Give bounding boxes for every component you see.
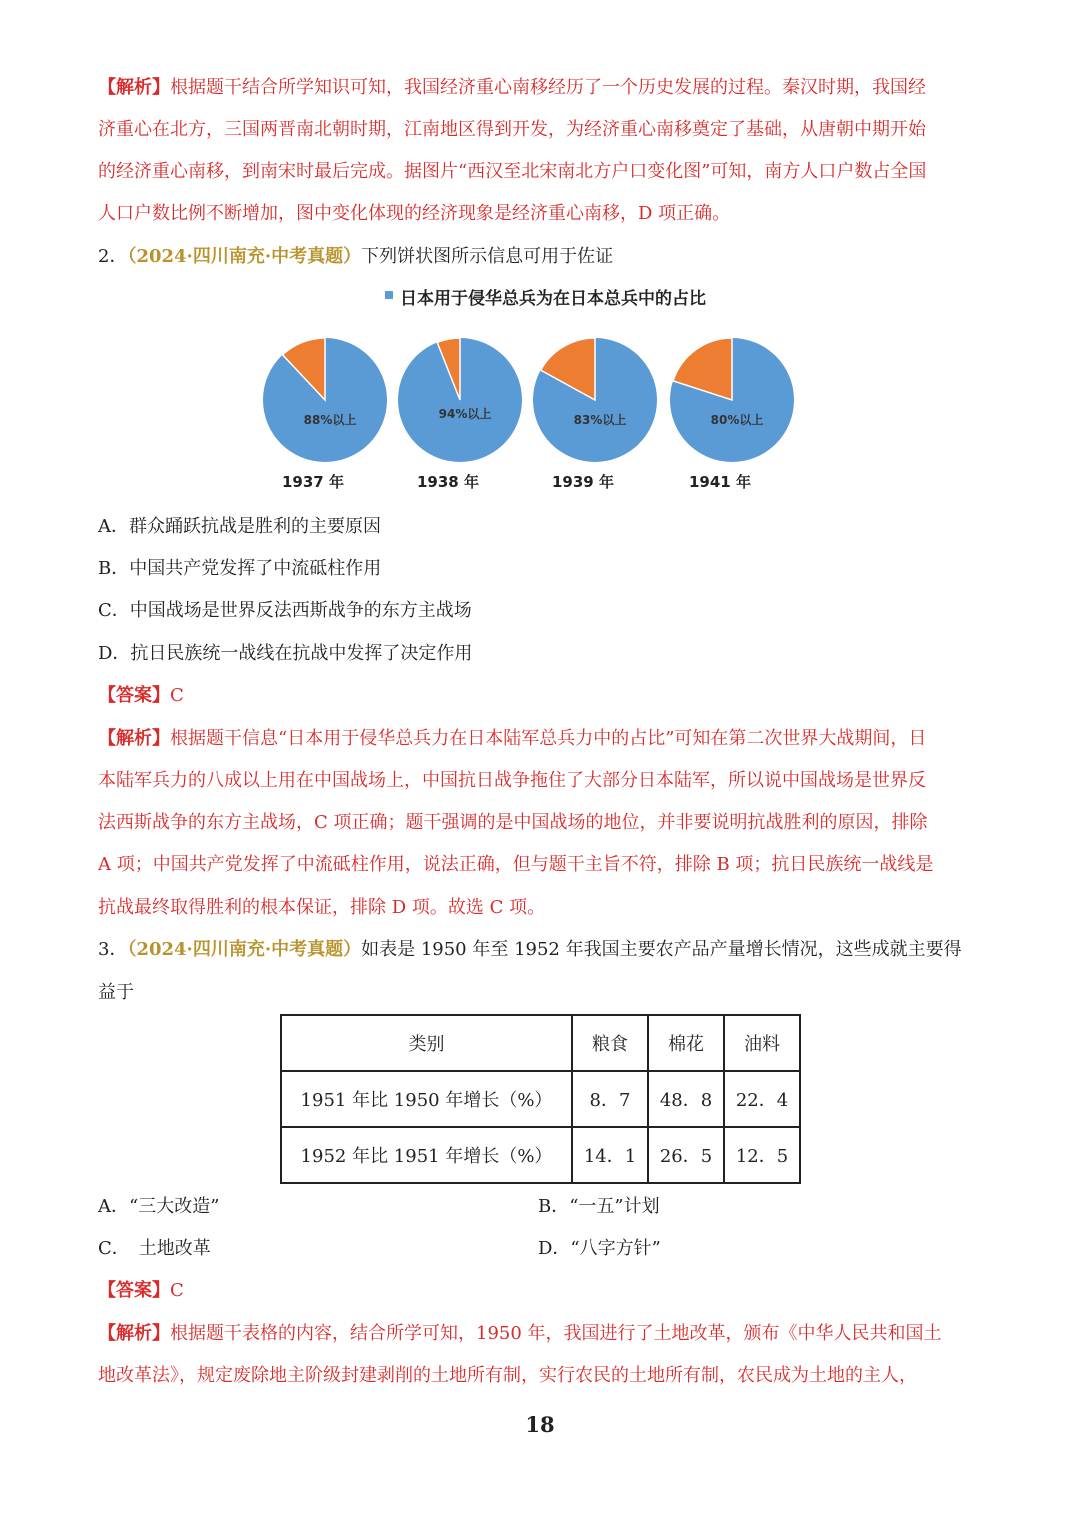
analysis-label: 【解析】 <box>98 77 170 98</box>
analysis-line: 法西斯战争的东方主战场，C 项正确；题干强调的是中国战场的地位，并非要说明抗战胜利的原因，排除 <box>98 812 928 833</box>
answer-value: C <box>170 1280 184 1301</box>
option-c: C． 土地改革 <box>98 1238 211 1259</box>
option-d: D．抗日民族统一战线在抗战中发挥了决定作用 <box>98 643 473 664</box>
answer-line <box>98 684 184 708</box>
table-cell: 22．4 <box>724 1071 800 1127</box>
legend-swatch <box>385 291 393 299</box>
pie-year-label: 1941 年 <box>689 473 751 491</box>
option-c: C．中国战场是世界反法西斯战争的东方主战场 <box>98 600 472 621</box>
answer-line <box>98 1279 184 1303</box>
pie-year-label: 1938 年 <box>417 473 479 491</box>
table-cell: 26．5 <box>648 1127 724 1183</box>
table-cell: 48．8 <box>648 1071 724 1127</box>
analysis-text: 根据题干信息“日本用于侵华总兵力在日本陆军总兵力中的占比”可知在第二次世界大战期间，日 <box>170 728 927 749</box>
table-row <box>281 1127 800 1183</box>
analysis-line: 人口户数比例不断增加，图中变化体现的经济现象是经济重心南移，D 项正确。 <box>98 203 731 224</box>
analysis-line: 的经济重心南移，到南宋时最后完成。据图片“西汉至北宋南北方户口变化图”可知，南方人口户数占全国 <box>98 161 927 182</box>
analysis-line <box>98 1322 942 1346</box>
answer-label: 【答案】 <box>98 685 170 706</box>
question-source: （2024·四川南充·中考真题） <box>127 246 362 267</box>
legend-label: 日本用于侵华总兵为在日本总兵中的占比 <box>400 289 706 309</box>
question-text: 下列饼状图所示信息可用于佐证 <box>361 246 614 267</box>
table-header-cell: 油料 <box>724 1015 800 1071</box>
table-row <box>281 1071 800 1127</box>
analysis-text: 根据题干结合所学知识可知，我国经济重心南移经历了一个历史发展的过程。秦汉时期，我国经 <box>170 77 926 98</box>
pie-chart <box>250 282 810 497</box>
option-b: B．“一五”计划 <box>538 1196 660 1217</box>
table-cell: 8．7 <box>572 1071 648 1127</box>
question-3-stem <box>98 938 962 962</box>
analysis-label: 【解析】 <box>98 728 170 749</box>
pie-data-label: 94%以上 <box>438 407 492 421</box>
table-header-cell: 类别 <box>281 1015 572 1071</box>
analysis-line: 抗战最终取得胜利的根本保证，排除 D 项。故选 C 项。 <box>98 897 546 918</box>
analysis-line: 地改革法》，规定废除地主阶级封建剥削的土地所有制，实行农民的土地所有制，农民成为土地的主人， <box>98 1365 917 1386</box>
pie-data-label: 83%以上 <box>573 413 627 427</box>
pie-data-label: 80%以上 <box>710 413 764 427</box>
analysis-label: 【解析】 <box>98 1323 170 1344</box>
question-number: 3． <box>98 939 128 960</box>
pie-year-label: 1939 年 <box>552 473 614 491</box>
option-a: A．群众踊跃抗战是胜利的主要原因 <box>98 516 381 537</box>
pie-year-label: 1937 年 <box>282 473 344 491</box>
option-b: B．中国共产党发挥了中流砥柱作用 <box>98 558 382 579</box>
answer-value: C <box>170 685 184 706</box>
analysis-line <box>98 76 926 100</box>
question-source: （2024·四川南充·中考真题） <box>127 939 362 960</box>
table-header-row <box>281 1015 800 1071</box>
table-cell: 14．1 <box>572 1127 648 1183</box>
question-text: 如表是 1950 年至 1952 年我国主要农产品产量增长情况，这些成就主要得 <box>361 939 962 960</box>
production-table <box>280 1014 801 1184</box>
analysis-text: 根据题干表格的内容，结合所学可知，1950 年，我国进行了土地改革，颁布《中华人民共和国土 <box>170 1323 942 1344</box>
analysis-line <box>98 727 926 751</box>
table-header-cell: 棉花 <box>648 1015 724 1071</box>
option-d: D．“八字方针” <box>538 1238 661 1259</box>
table-header-cell: 粮食 <box>572 1015 648 1071</box>
question-2-stem <box>98 245 613 269</box>
table-cell: 1952 年比 1951 年增长（%） <box>281 1127 572 1183</box>
analysis-line: A 项；中国共产党发挥了中流砥柱作用，说法正确，但与题干主旨不符，排除 B 项；抗日民族统一战线是 <box>98 854 934 875</box>
pie-data-label: 88%以上 <box>303 413 357 427</box>
analysis-line: 本陆军兵力的八成以上用在中国战场上，中国抗日战争拖住了大部分日本陆军，所以说中国战场是世界反 <box>98 770 926 791</box>
table-cell: 12．5 <box>724 1127 800 1183</box>
option-a: A．“三大改造” <box>98 1196 220 1217</box>
table-cell: 1951 年比 1950 年增长（%） <box>281 1071 572 1127</box>
question-3-stem-cont: 益于 <box>98 982 134 1003</box>
page-number: 18 <box>525 1412 555 1437</box>
analysis-line: 济重心在北方，三国两晋南北朝时期，江南地区得到开发，为经济重心南移奠定了基础，从唐朝中期开始 <box>98 119 926 140</box>
question-number: 2． <box>98 246 128 267</box>
answer-label: 【答案】 <box>98 1280 170 1301</box>
